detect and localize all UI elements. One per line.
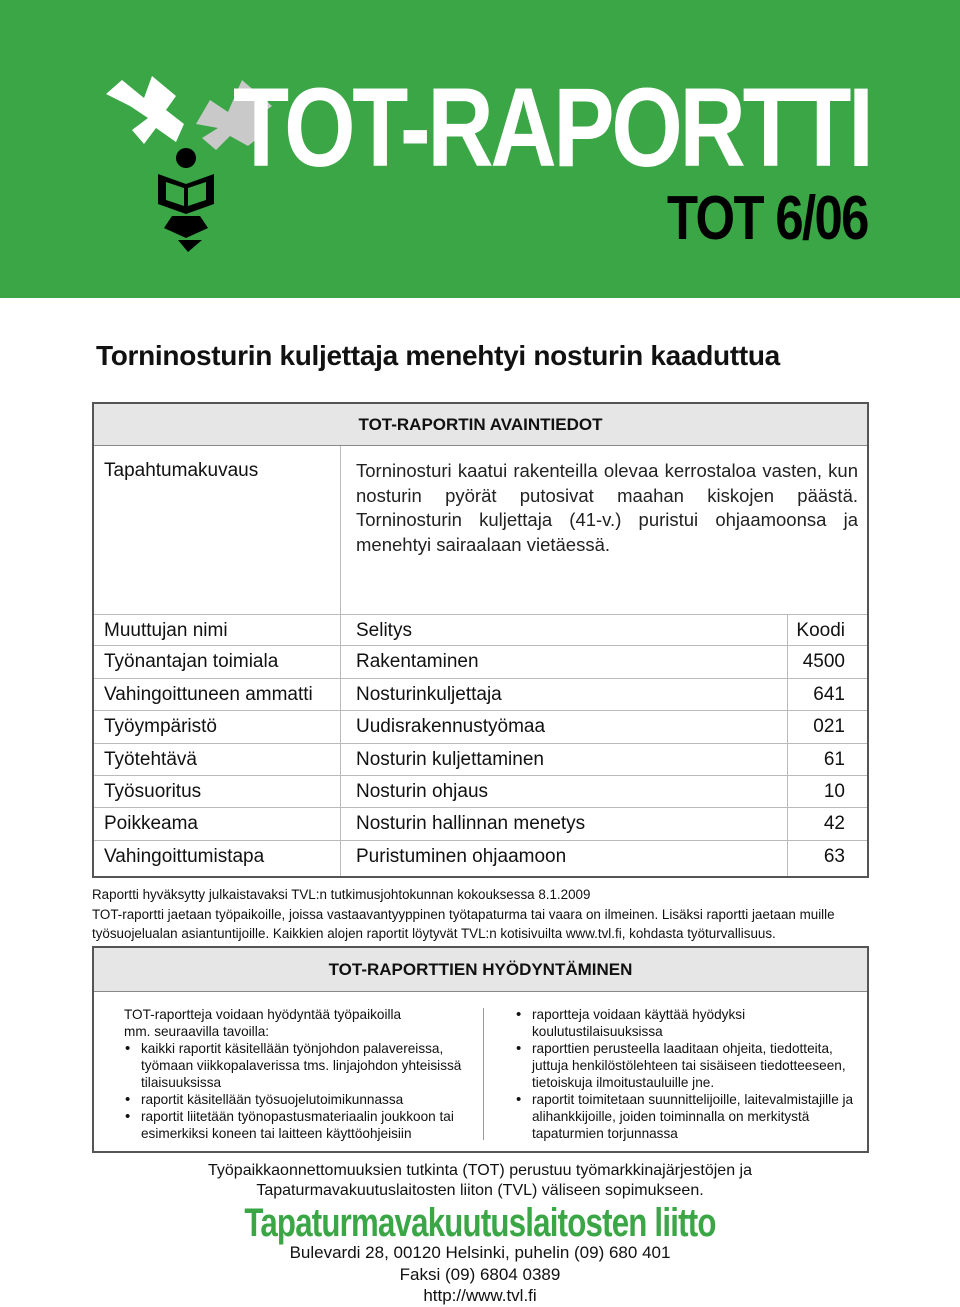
column-header-name: Muuttujan nimi [104,620,228,641]
variable-code: 61 [823,748,845,770]
table-row [94,679,867,711]
fax: Faksi (09) 6804 0389 [399,1264,561,1284]
list-item: • raporttien perusteella laaditaan ohjeita, tiedotteita, juttuja henkilöstölehteen tai sisäiseen tiedotteeseen, tietoiskuja ilmoitustauluille jne. [515,1040,855,1091]
variable-name: Työtehtävä [104,748,197,770]
issue-number: TOT 6/06 [667,184,868,253]
list-item: • raportit toimitetaan suunnittelijoille, laitevalmistajille ja alihankkijoille, joiden toiminnalla on merkitystä tapaturmien torjunnassa [515,1091,855,1142]
usage-box [92,946,869,1153]
variable-name: Poikkeama [104,813,198,835]
variable-explanation: Uudisrakennustyömaa [356,716,546,738]
footer-basis-line: Työpaikkaonnettomuuksien tutkinta (TOT) perustuu työmarkkinajärjestöjen ja [208,1162,752,1179]
list-item: • raportteja voidaan käyttää hyödyksi koulutustilaisuuksissa [515,1006,855,1040]
variable-code: 641 [813,683,845,705]
variable-name: Työsuoritus [104,780,202,802]
brand-title: TOT-RAPORTTI [232,65,870,190]
column-header-explanation: Selitys [356,620,412,641]
variable-name: Vahingoittuneen ammatti [104,683,313,705]
list-item: • kaikki raportit käsitellään työnjohdon palavereissa, työmaan viikkopalaverissa tms. linjajohdon yhteisissä tilaisuuksissa [124,1040,484,1091]
list-item: • raportit liitetään työnopastusmateriaalin joukkoon tai esimerkiksi koneen tai laitteen käyttöohjeisiin [124,1108,484,1142]
variable-code: 10 [823,780,845,802]
table-row [94,744,867,776]
footer-basis [0,1161,960,1201]
variable-name: Työnantajan toimiala [104,651,279,673]
header-banner [0,0,960,298]
variable-explanation: Rakentaminen [356,651,479,673]
distribution-note: TOT-raportti jaetaan työpaikoille, joissa vastaavantyyppinen työtapaturma tai vaara on ilmeinen. Lisäksi raportti jaetaan muille työsuojelualan asiantuntijoille. Kaikkien alojen raportit löytyvät TVL:n kotisivuilta www.tvl.fi, kohdasta työturvallisuus. [92,906,835,942]
usage-intro-line: mm. seuraavilla tavoilla: [124,1024,270,1039]
variable-code: 4500 [802,651,845,673]
variable-explanation: Puristuminen ohjaamoon [356,845,567,867]
variable-code: 63 [823,845,845,867]
website-link[interactable]: http://www.tvl.fi [423,1286,537,1305]
variables-header-row [94,614,867,646]
report-title: Torninosturin kuljettaja menehtyi nosturin kaaduttua [96,340,780,371]
key-info-table [92,402,869,878]
usage-right-column [515,1006,855,1142]
variable-name: Työympäristö [104,716,217,738]
table-row [94,711,867,743]
table-row [94,646,867,678]
list-item: • raportit käsitellään työsuojelutoimikunnassa [124,1091,484,1108]
organization-name: Tapaturmavakuutuslaitosten liitto [244,1201,716,1245]
variable-code: 021 [813,716,845,738]
footer-basis-line: Tapaturmavakuutuslaitosten liiton (TVL) väliseen sopimukseen. [256,1182,704,1199]
column-header-code: Koodi [796,620,845,641]
key-info-heading: TOT-RAPORTIN AVAINTIEDOT [94,404,867,446]
usage-heading: TOT-RAPORTTIEN HYÖDYNTÄMINEN [94,948,867,992]
variable-explanation: Nosturin ohjaus [356,780,489,802]
usage-column-divider [483,1008,484,1140]
report-notes [92,885,882,944]
table-row [94,776,867,808]
address: Bulevardi 28, 00120 Helsinki, puhelin (09) 680 401 [289,1243,671,1262]
variable-name: Vahingoittumistapa [104,845,265,867]
variables-table [94,614,867,873]
variable-explanation: Nosturin kuljettaminen [356,748,544,770]
usage-left-column [124,1006,484,1142]
variable-explanation: Nosturinkuljettaja [356,683,502,705]
variable-code: 42 [823,813,845,835]
variable-explanation: Nosturin hallinnan menetys [356,813,586,835]
table-row [94,841,867,873]
usage-intro-line: TOT-raportteja voidaan hyödyntää työpaikoilla [124,1007,402,1022]
description-text: Torninosturi kaatui rakenteilla olevaa kerrostaloa vasten, kun nosturin pyörät putosivat maahan kiskojen päästä. Torninosturin kuljettaja (41-v.) puristui ohjaamoonsa ja menehtyi sairaalaan vietäessä. [356,460,858,555]
footer-contact [0,1242,960,1307]
approval-note: Raportti hyväksytty julkaistavaksi TVL:n tutkimusjohtokunnan kokouksessa 8.1.2009 [92,887,591,902]
table-row [94,808,867,840]
description-label: Tapahtumakuvaus [104,460,259,481]
